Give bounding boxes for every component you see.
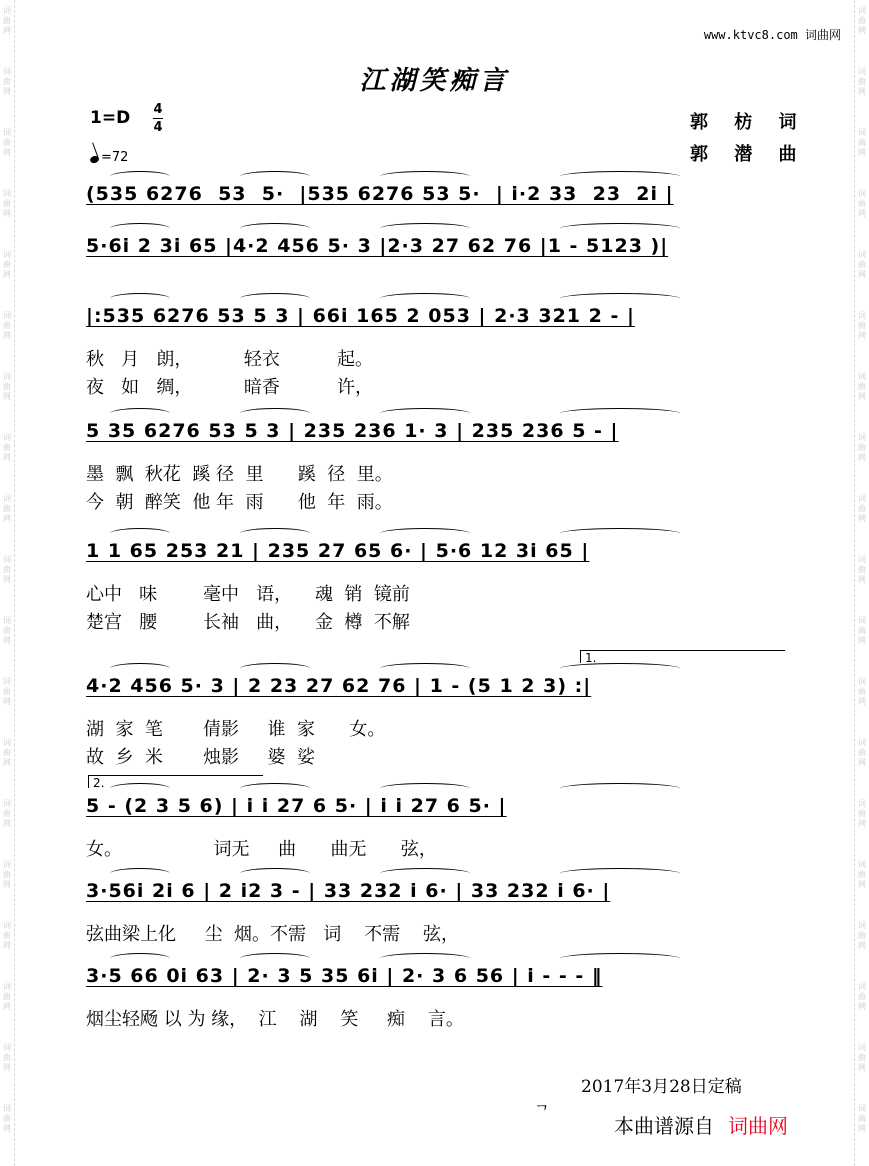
side-watermark: 词 曲 网	[858, 372, 866, 401]
slur-mark	[240, 171, 310, 182]
composer-credit: 郭 潜 曲	[690, 144, 807, 165]
notation-line: 3·5 66 0i 63 | 2· 3 5 35 6i | 2· 3 6 56 | i - - - ‖	[86, 965, 603, 987]
slur-mark	[240, 223, 310, 234]
side-watermark: 词 曲 网	[3, 6, 11, 35]
lyric-line: 女。 词无 曲 曲无 弦，	[86, 839, 437, 860]
notation-line: 5·6i 2 3i 65 |4·2 456 5· 3 |2·3 27 62 76 |1 - 5123 )|	[86, 235, 669, 257]
side-watermark: 词 曲 网	[3, 738, 11, 767]
side-watermark: 词 曲 网	[858, 982, 866, 1011]
slur-mark	[380, 783, 470, 794]
slur-mark	[380, 953, 470, 964]
side-watermark: 词 曲 网	[3, 250, 11, 279]
slur-mark	[380, 223, 470, 234]
side-watermark: 词 曲 网	[858, 616, 866, 645]
side-watermark: 词 曲 网	[858, 311, 866, 340]
slur-mark	[110, 868, 170, 879]
slur-mark	[380, 293, 470, 304]
slur-mark	[560, 171, 680, 182]
time-signature: 4 4	[153, 102, 163, 135]
side-watermark: 词 曲 网	[858, 433, 866, 462]
side-watermark: 词 曲 网	[3, 860, 11, 889]
side-watermark: 词 曲 网	[3, 494, 11, 523]
side-watermark: 词 曲 网	[858, 494, 866, 523]
side-watermark: 词 曲 网	[858, 6, 866, 35]
side-watermark: 词 曲 网	[858, 67, 866, 96]
slur-mark	[110, 528, 170, 539]
slur-mark	[240, 663, 310, 674]
lyric-line: 湖 家 笔 倩影 谁 家 女。	[86, 719, 386, 740]
slur-mark	[380, 408, 470, 419]
notation-line: 5 35 6276 53 5 3 | 235 236 1· 3 | 235 236 5 - |	[86, 420, 619, 442]
notation-line: |:535 6276 53 5 3 | 66i 165 2 053 | 2·3 321 2 - |	[86, 305, 635, 327]
slur-mark	[560, 953, 680, 964]
side-watermark: 词 曲 网	[858, 921, 866, 950]
side-watermark: 词 曲 网	[3, 372, 11, 401]
lyric-line: 夜 如 绸， 暗香 许，	[86, 377, 374, 398]
side-watermark: 词 曲 网	[858, 189, 866, 218]
notation-line: 5 - (2 3 5 6) | i i 27 6 5· | i i 27 6 5· |	[86, 795, 507, 817]
slur-mark	[560, 223, 680, 234]
notation-line: (535 6276 53 5· |535 6276 53 5· | i·2 33 23 2i |	[86, 183, 674, 205]
side-watermark: 词 曲 网	[858, 799, 866, 828]
site-url[interactable]: www.ktvc8.com 词曲网	[703, 28, 841, 42]
slur-mark	[240, 408, 310, 419]
slur-mark	[560, 783, 680, 794]
slur-mark	[110, 663, 170, 674]
lyricist-credit: 郭 枋 词	[690, 112, 807, 133]
slur-mark	[380, 171, 470, 182]
side-watermark: 词 曲 网	[3, 799, 11, 828]
side-watermark: 词 曲 网	[858, 1104, 866, 1133]
lyric-line: 心中 味 毫中 语， 魂 销 镜前	[86, 584, 410, 605]
side-watermark: 词 曲 网	[3, 982, 11, 1011]
slur-mark	[380, 868, 470, 879]
lyric-line: 今 朝 醉笑 他 年 雨 他 年 雨。	[86, 492, 393, 513]
slur-mark	[240, 528, 310, 539]
side-watermark: 词 曲 网	[858, 555, 866, 584]
side-watermark: 词 曲 网	[3, 189, 11, 218]
lyric-line: 弦曲梁上化 尘 烟。不需 词 不需 弦，	[86, 924, 459, 945]
slur-mark	[240, 293, 310, 304]
notation-line: 1 1 65 253 21 | 235 27 65 6· | 5·6 12 3i 65 |	[86, 540, 590, 562]
side-watermark: 词 曲 网	[3, 433, 11, 462]
side-watermark: 词 曲 网	[858, 677, 866, 706]
slur-mark	[560, 868, 680, 879]
tempo-marking: =72	[90, 150, 128, 165]
side-watermark: 词 曲 网	[858, 738, 866, 767]
slur-mark	[240, 953, 310, 964]
side-watermark: 词 曲 网	[858, 860, 866, 889]
side-watermark: 词 曲 网	[3, 1104, 11, 1133]
slur-mark	[110, 953, 170, 964]
side-watermark: 词 曲 网	[858, 128, 866, 157]
side-watermark: 词 曲 网	[3, 555, 11, 584]
side-watermark: 词 曲 网	[3, 677, 11, 706]
slur-mark	[110, 223, 170, 234]
date-finalized: 2017年3月28日定稿	[581, 1077, 742, 1097]
side-watermark: 词 曲 网	[858, 1043, 866, 1072]
lyric-line: 墨 飘 秋花 蹊 径 里 蹊 径 里。	[86, 464, 393, 485]
side-watermark: 词 曲 网	[3, 616, 11, 645]
song-title: 江湖笑痴言	[359, 66, 510, 96]
slur-mark	[560, 408, 680, 419]
notation-line: 4·2 456 5· 3 | 2 23 27 62 76 | 1 - (5 1 2 3) :|	[86, 675, 592, 697]
side-watermark: 词 曲 网	[3, 128, 11, 157]
lyric-line: 秋 月 朗， 轻衣 起。	[86, 349, 374, 370]
source-credit: 本曲谱源自 词曲网	[614, 1114, 788, 1138]
side-watermark: 词 曲 网	[858, 250, 866, 279]
slur-mark	[380, 663, 470, 674]
side-watermark: 词 曲 网	[3, 67, 11, 96]
slur-mark	[380, 528, 470, 539]
volta-bracket: 1.	[580, 650, 785, 663]
slur-mark	[110, 293, 170, 304]
key-signature: 1=D	[90, 108, 131, 128]
notation-line: 3·56i 2i 6 | 2 i2 3 - | 33 232 i 6· | 33 232 i 6· |	[86, 880, 611, 902]
lyric-line: 故 乡 米 烛影 婆 娑	[86, 747, 315, 768]
lyric-line: 烟尘轻飏 以 为 缘， 江 湖 笑 痴 言。	[86, 1009, 464, 1030]
slur-mark	[560, 663, 680, 674]
slur-mark	[110, 408, 170, 419]
side-watermark: 词 曲 网	[3, 311, 11, 340]
slur-mark	[240, 868, 310, 879]
side-watermark: 词 曲 网	[3, 921, 11, 950]
slur-mark	[560, 528, 680, 539]
side-watermark: 词 曲 网	[3, 1043, 11, 1072]
source-link[interactable]: 词曲网	[728, 1114, 788, 1138]
lyric-line: 楚宫 腰 长袖 曲， 金 樽 不解	[86, 612, 410, 633]
stray-mark: ᄀ	[534, 1103, 550, 1122]
slur-mark	[110, 171, 170, 182]
slur-mark	[560, 293, 680, 304]
quarter-note-icon	[89, 155, 100, 165]
volta-bracket: 2.	[88, 775, 263, 788]
